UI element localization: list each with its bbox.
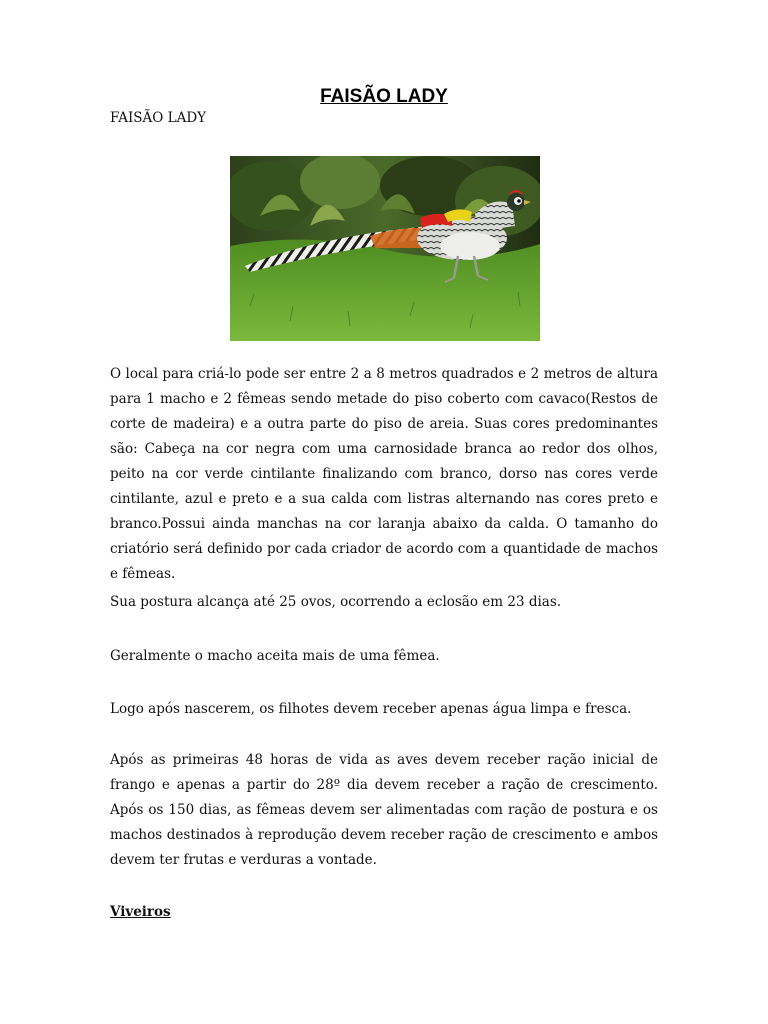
pheasant-illustration bbox=[230, 156, 540, 341]
lady-pheasant-photo bbox=[230, 156, 540, 341]
paragraph-feeding: Após as primeiras 48 horas de vida as aves devem receber ração inicial de frango e apenas a partir do 28º dia devem receber a ração de crescimento. Após os 150 dias, as fêmeas devem ser alimentadas com ração de postura e os machos destinados à reprodução devem receber ração de crescimento e ambos devem ter frutas e verduras a vontade. bbox=[110, 752, 658, 868]
paragraph-mating: Geralmente o macho aceita mais de uma fêmea. bbox=[110, 648, 440, 664]
paragraph-habitat: O local para criá-lo pode ser entre 2 a 8 metros quadrados e 2 metros de altura para 1 macho e 2 fêmeas sendo metade do piso coberto com cavaco(Restos de corte de madeira) e a outra parte do piso de areia. Suas cores predominantes são: Cabeça na cor negra com uma carnosidade branca ao redor dos olhos, peito na cor verde cintilante finalizando com branco, dorso nas cores verde cintilante, azul e preto e a sua calda com listras alternando nas cores preto e branco.Possui ainda manchas na cor laranja abaixo da calda. O tamanho do criatório será definido por cada criador de acordo com a quantidade de machos e fêmeas. bbox=[110, 366, 658, 582]
document-subtitle: FAISÃO LADY bbox=[110, 110, 207, 126]
document-title: FAISÃO LADY bbox=[320, 86, 448, 107]
paragraph-eggs: Sua postura alcança até 25 ovos, ocorrendo a eclosão em 23 dias. bbox=[110, 594, 562, 610]
section-heading-viveiros: Viveiros bbox=[110, 904, 171, 920]
paragraph-chicks: Logo após nascerem, os filhotes devem receber apenas água limpa e fresca. bbox=[110, 701, 632, 717]
